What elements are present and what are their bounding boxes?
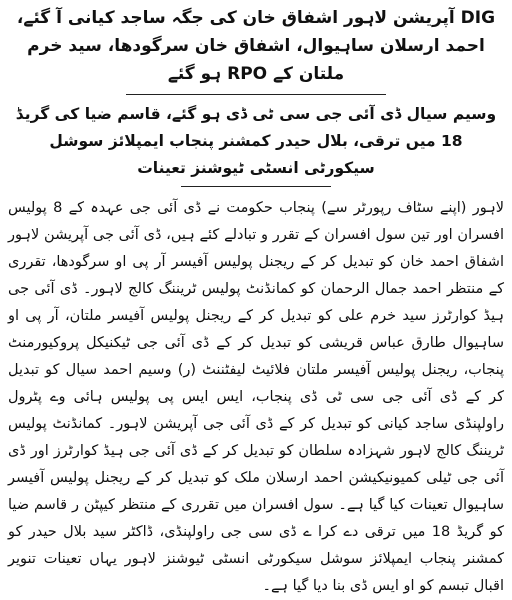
headline-divider	[126, 94, 386, 95]
subheadline-divider	[181, 186, 331, 187]
article-body: لاہور (اپنے سٹاف رپورٹر سے) پنجاب حکومت نے ڈی آئی جی عہدہ کے 8 پولیس افسران اور تین سول افسران کے تقرر و تبادلے کئے ہیں، ڈی آئی جی آپریشن لاہور اشفاق احمد خان کو تبدیل کر کے ریجنل پولیس آفیسر آر پی او سرگودھا، تقرری کے منتظر احمد جمال الرحمان کو کمانڈنٹ پولیس ٹریننگ کالج لاہور۔ ڈی آئی جی ہیڈ کوارٹرز سید خرم علی کو تبدیل کر کے ریجنل پولیس آفیسر ملتان، آر پی او ساہیوال طارق عباس قریشی کو تبدیل کر کے ڈی آئی جی ٹیکنیکل پروکیورمنٹ پنجاب، ریجنل پولیس آفیسر ملتان فلائیٹ لیفٹننٹ (ر) وسیم احمد سیال کو تبدیل کر کے ڈی آئی جی سی ٹی ڈی پنجاب، ایس ایس پی پولیس ہائی وے پٹرول راولپنڈی ساجد کیانی کو تبدیل کر کے ڈی آئی جی آپریشن لاہور۔ کمانڈنٹ پولیس ٹریننگ کالج لاہور شہزادہ سلطان کو تبدیل کر کے ڈی آئی جی ہیڈ کوارٹرز اور ڈی آئی جی ٹیلی کمیونیکیشن احمد ارسلان ملک کو تبدیل کر کے ریجنل پولیس آفیسر ساہیوال تعینات کیا گیا ہے۔ سول افسران میں تقرری کے منتظر کیپٹن ر قاسم ضیا کو گریڈ 18 میں ترقی دے کرا ے ڈی سی جی راولپنڈی، ڈاکٹر سید بلال حیدر کو کمشنر پنجاب ایمپلائز سوشل سیکورٹی انسٹی ٹیوشنز لاہور یہاں تعینات تنویر اقبال تبسم کو او ایس ڈی بنا دیا گیا ہے۔	[8, 200, 505, 594]
article-subheadline: وسیم سیال ڈی آئی جی سی ٹی ڈی ہو گئے، قاسم ضیا کی گریڈ 18 میں ترقی، بلال حیدر کمشنر پنجاب ایمپلائز سوشل سیکورٹی انسٹی ٹیوشنز تعینات	[15, 105, 497, 177]
article-headline: DIG آپریشن لاہور اشفاق خان کی جگہ ساجد کیانی آ گئے، احمد ارسلان ساہیوال، اشفاق خان سرگودھا، سید خرم ملتان کے RPO ہو گئے	[16, 8, 496, 84]
